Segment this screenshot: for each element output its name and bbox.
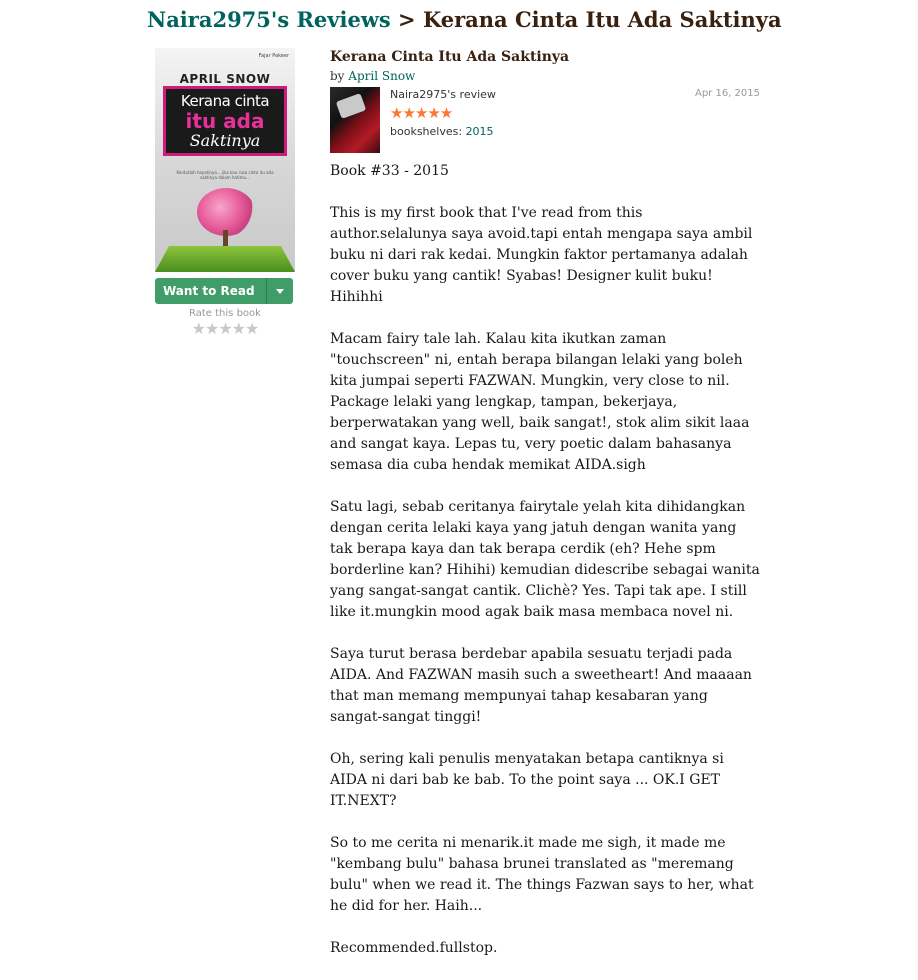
review-paragraph: Book #33 - 2015 (330, 163, 449, 179)
review-paragraph: Oh, sering kali penulis menyatakan betapa cantiknya si AIDA ni dari bab ke bab. To the point saya ... OK.I GET IT.NEXT? (330, 751, 724, 809)
cover-tree-illustration (197, 188, 255, 236)
cover-title-line-2: itu ada (185, 109, 265, 133)
review-paragraph: Recommended.fullstop. (330, 940, 498, 956)
chevron-down-icon (276, 289, 284, 294)
review-paragraph: So to me cerita ni menarik.it made me sigh, it made me "kembang bulu" bahasa brunei translated as "meremang bulu" when we read it. The things Fazwan says to her, what he did for her. Haih... (330, 835, 754, 914)
review-main (330, 47, 760, 980)
user-reviews-link[interactable]: Naira2975's Reviews (147, 7, 391, 32)
rate-this-book-label: Rate this book (189, 308, 261, 319)
review-book-author (330, 67, 760, 85)
review-rating-stars-icon: ★★★★★ (390, 104, 453, 122)
want-to-read-widget (155, 278, 293, 304)
avatar-phone-image (336, 93, 367, 119)
cover-publisher-logo: Fajar Pakeer (258, 53, 289, 59)
by-label: by (330, 69, 345, 83)
breadcrumb-separator: > (398, 7, 416, 32)
star-icon[interactable]: ★ (204, 319, 219, 338)
bookshelves (390, 124, 494, 140)
reviewer-name (390, 87, 496, 103)
rate-stars-widget[interactable] (155, 320, 295, 338)
cover-open-book-illustration (155, 246, 295, 272)
cover-title-line-3: Saktinya (189, 131, 261, 150)
review-meta (330, 87, 760, 155)
cover-blurb: Kerdutlah hayatinya... jika kau rasa cinta itu ada saktinya dalam hatimu... (176, 170, 274, 180)
review-paragraph: This is my first book that I've read from this author.selalunya saya avoid.tapi entah mengapa saya ambil buku ni dari rak kedai. Mungkin faktor pertamanya adalah cover buku yang cantik! Syabas! Designer kulit buku! Hihihhi (330, 205, 753, 305)
review-body (330, 161, 760, 959)
star-icon[interactable]: ★ (231, 319, 246, 338)
bookshelves-label: bookshelves: (390, 125, 463, 138)
review-book-title[interactable]: Kerana Cinta Itu Ada Saktinya (330, 49, 570, 65)
page-title (147, 5, 782, 35)
cover-author: APRIL SNOW (179, 72, 271, 86)
review-date[interactable]: Apr 16, 2015 (694, 88, 760, 99)
reviewer-avatar[interactable] (330, 87, 380, 153)
star-icon[interactable]: ★ (245, 319, 259, 338)
want-to-read-button[interactable]: Want to Read (155, 278, 266, 304)
author-link[interactable]: April Snow (348, 69, 416, 83)
header-book-title: Kerana Cinta Itu Ada Saktinya (422, 7, 782, 32)
star-icon[interactable]: ★ (191, 319, 205, 338)
reviewer-link[interactable]: Naira2975's review (390, 88, 496, 101)
cover-title-board (163, 86, 287, 156)
bookshelf-link[interactable]: 2015 (465, 125, 494, 138)
review-paragraph: Saya turut berasa berdebar apabila sesuatu terjadi pada AIDA. And FAZWAN masih such a sweetheart! And maaaan that man memang mempunyai tahap kesabaran yang sangat-sangat tinggi! (330, 646, 752, 725)
review-paragraph: Satu lagi, sebab ceritanya fairytale yelah kita dihidangkan dengan cerita lelaki kaya yang jatuh dengan wanita yang tak berapa kaya dan tak berapa cerdik (eh? Hehe spm borderline kan? Hihihi) kemudian didescribe sebagai wanita yang sangat-sangat cantik. Clichè? Yes. Tapi tak ape. I still like it.mungkin mood agak baik masa membaca novel ni. (330, 499, 760, 620)
book-cover[interactable] (155, 48, 295, 272)
book-sidebar (155, 48, 295, 338)
shelf-dropdown-button[interactable] (266, 278, 293, 304)
star-icon[interactable]: ★ (218, 319, 232, 338)
review-paragraph: Macam fairy tale lah. Kalau kita ikutkan zaman "touchscreen" ni, entah berapa bilangan lelaki yang boleh kita jumpai seperti FAZWAN. Mungkin, very close to nil. Package lelaki yang lengkap, tampan, bekerjaya, berperwatakan yang well, baik sangat!, stok alim sikit laaa and sangat kaya. Lepas tu, very poetic dalam bahasanya semasa dia cuba hendak memikat AIDA.sigh (330, 331, 750, 473)
cover-title-line-1: Kerana cinta (180, 92, 270, 110)
